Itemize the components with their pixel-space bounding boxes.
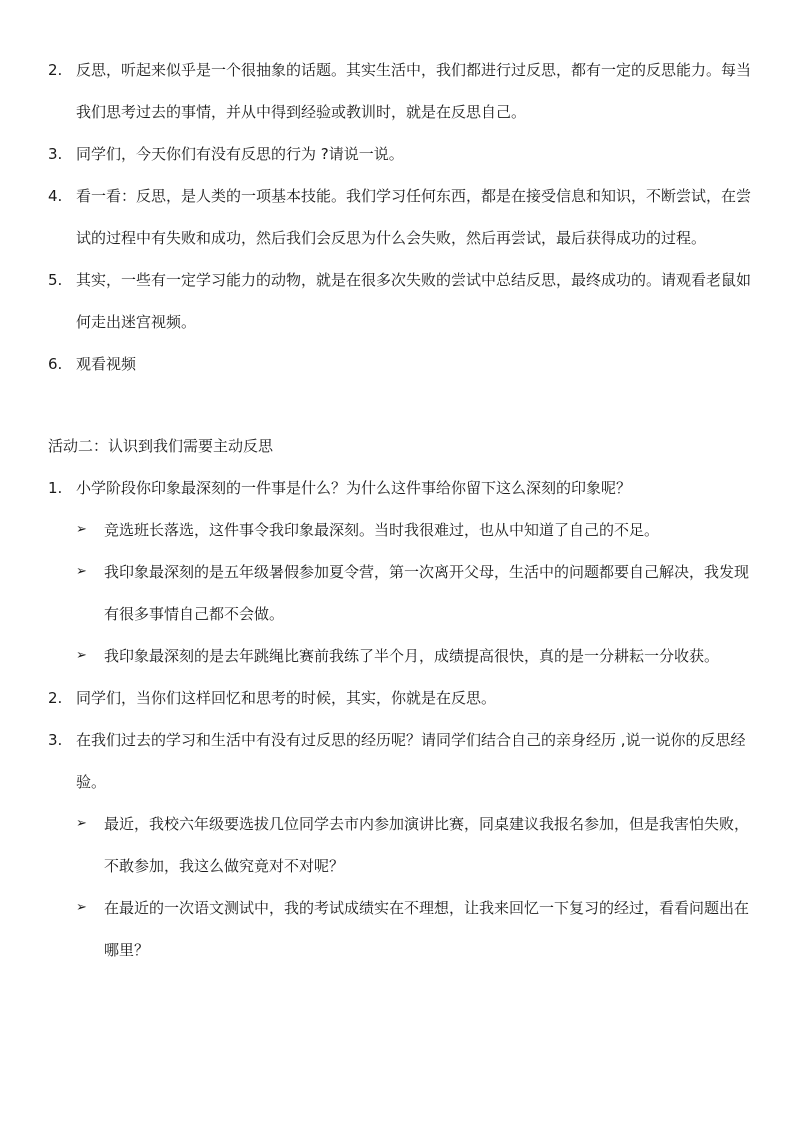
item-number: 2. — [48, 61, 63, 79]
list-item — [48, 182, 760, 252]
bullet-item — [76, 642, 760, 670]
item-text: 同学们，当你们这样回忆和思考的时候，其实，你就是在反思。 — [76, 689, 497, 707]
item-number: 1. — [48, 479, 63, 497]
item-number: 3. — [48, 145, 63, 163]
arrow-bullet-icon: ➢ — [76, 648, 87, 663]
list-item — [48, 266, 760, 336]
item-text: 看一看：反思，是人类的一项基本技能。我们学习任何东西，都是在接受信息和知识，不断尝试，在尝试的过程中有失败和成功，然后我们会反思为什么会失败，然后再尝试，最后获得成功的过程。 — [76, 187, 752, 247]
bullet-text: 我印象最深刻的是五年级暑假参加夏令营，第一次离开父母，生活中的问题都要自己解决，我发现有很多事情自己都不会做。 — [104, 563, 750, 623]
list-item — [48, 56, 760, 126]
item-text: 在我们过去的学习和生活中有没有过反思的经历呢？请同学们结合自己的亲身经历 ,说一说你的反思经验。 — [76, 731, 746, 791]
bullet-text: 竞选班长落选，这件事令我印象最深刻。当时我很难过，也从中知道了自己的不足。 — [104, 521, 660, 539]
item-text: 反思，听起来似乎是一个很抽象的话题。其实生活中，我们都进行过反思，都有一定的反思能力。每当我们思考过去的事情，并从中得到经验或教训时，就是在反思自己。 — [76, 61, 752, 121]
arrow-bullet-icon: ➢ — [76, 816, 87, 831]
arrow-bullet-icon: ➢ — [76, 564, 87, 579]
section-heading: 活动二：认识到我们需要主动反思 — [48, 437, 274, 455]
list-item — [48, 140, 760, 168]
item-text: 同学们，今天你们有没有反思的行为 ?请说一说。 — [76, 145, 404, 163]
item-text: 小学阶段你印象最深刻的一件事是什么？为什么这件事给你留下这么深刻的印象呢？ — [76, 479, 632, 497]
item-text: 观看视频 — [76, 355, 137, 373]
document-content — [48, 56, 760, 978]
item-text: 其实，一些有一定学习能力的动物，就是在很多次失败的尝试中总结反思，最终成功的。请观看老鼠如何走出迷宫视频。 — [76, 271, 752, 331]
item-number: 5. — [48, 271, 63, 289]
list-item — [48, 350, 760, 378]
question-item — [48, 684, 760, 712]
bullet-item — [76, 810, 760, 880]
bullet-text: 最近，我校六年级要选拔几位同学去市内参加演讲比赛，同桌建议我报名参加，但是我害怕失败，不敢参加，我这么做究竟对不对呢？ — [104, 815, 750, 875]
bullet-item — [76, 894, 760, 964]
bullet-item — [76, 558, 760, 628]
item-number: 4. — [48, 187, 63, 205]
question-item — [48, 726, 760, 796]
item-number: 3. — [48, 731, 63, 749]
item-number: 2. — [48, 689, 63, 707]
bullet-text: 我印象最深刻的是去年跳绳比赛前我练了半个月，成绩提高很快，真的是一分耕耘一分收获。 — [104, 647, 720, 665]
item-number: 6. — [48, 355, 63, 373]
arrow-bullet-icon: ➢ — [76, 900, 87, 915]
question-item — [48, 474, 760, 502]
bullet-item — [76, 516, 760, 544]
arrow-bullet-icon: ➢ — [76, 522, 87, 537]
bullet-text: 在最近的一次语文测试中，我的考试成绩实在不理想，让我来回忆一下复习的经过，看看问题出在哪里？ — [104, 899, 750, 959]
